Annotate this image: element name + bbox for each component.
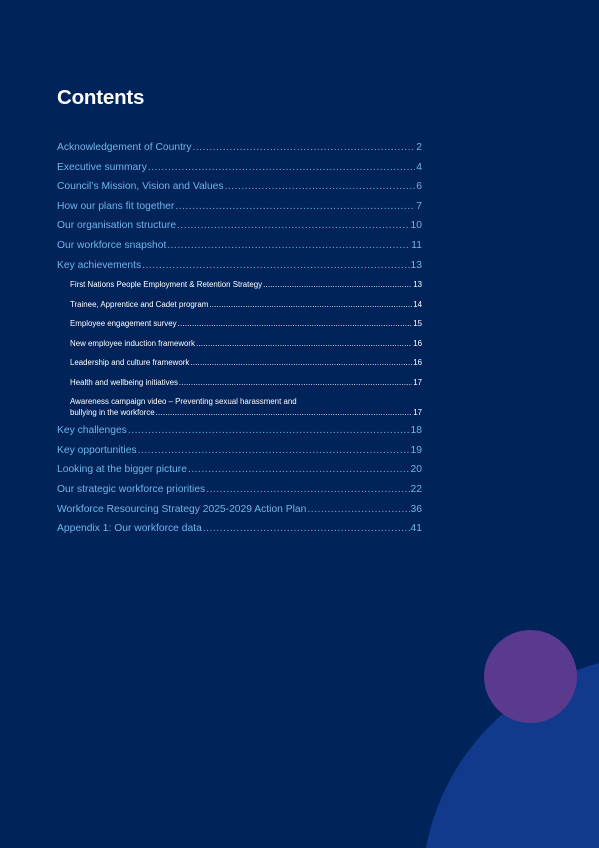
toc-entry-mission[interactable]	[57, 177, 422, 197]
toc-leader-dots	[142, 256, 409, 276]
toc-entry-key-achievements[interactable]	[57, 256, 422, 276]
toc-page-number: 10	[410, 220, 422, 232]
toc-subentry-engagement-survey[interactable]	[70, 314, 422, 334]
toc-page-number: 19	[410, 444, 422, 456]
toc-entry-label-line2: bullying in the workforce	[70, 407, 155, 417]
toc-entry-executive-summary[interactable]	[57, 158, 422, 178]
toc-leader-dots	[190, 353, 412, 373]
toc-entry-label-line1: Awareness campaign video – Preventing sexual harassment and	[70, 397, 297, 407]
toc-entry-label: Employee engagement survey	[70, 319, 177, 329]
toc-page-number: 13	[413, 280, 422, 290]
toc-entry-plans[interactable]	[57, 197, 422, 217]
toc-page-number: 17	[413, 377, 422, 387]
toc-entry-label: Council’s Mission, Vision and Values	[57, 181, 224, 193]
toc-leader-dots	[209, 295, 412, 315]
toc-entry-label: Key challenges	[57, 425, 127, 437]
toc-entry-workforce-snapshot[interactable]	[57, 236, 422, 256]
toc-entry-appendix[interactable]	[57, 519, 422, 539]
toc-leader-dots	[175, 197, 415, 217]
toc-leader-dots	[188, 460, 410, 480]
toc-entry-acknowledgement[interactable]	[57, 138, 422, 158]
toc-entry-key-opportunities[interactable]	[57, 441, 422, 461]
toc-leader-dots	[156, 408, 413, 419]
toc-page-number: 4	[416, 161, 422, 173]
toc-entry-org-structure[interactable]	[57, 216, 422, 236]
toc-entry-label: Health and wellbeing initiatives	[70, 377, 178, 387]
toc-entry-key-challenges[interactable]	[57, 421, 422, 441]
toc-leader-dots	[196, 334, 412, 354]
toc-leader-dots	[206, 480, 409, 500]
toc-subentry-trainee-program[interactable]	[70, 295, 422, 315]
decorative-circle-small	[484, 630, 577, 723]
toc-page-number: 18	[410, 425, 422, 437]
toc-page-number: 16	[413, 358, 422, 368]
toc-entry-label: Trainee, Apprentice and Cadet program	[70, 299, 209, 309]
toc-entry-label: Acknowledgement of Country	[57, 142, 192, 153]
toc-subentry-induction-framework[interactable]	[70, 334, 422, 354]
toc-leader-dots	[138, 441, 410, 461]
toc-page-number: 20	[410, 464, 422, 476]
toc-page-number: 15	[413, 319, 422, 329]
toc-entry-label: Our organisation structure	[57, 220, 177, 232]
toc-leader-dots	[225, 177, 416, 197]
toc-page-number: 6	[416, 181, 422, 193]
toc-page-number: 22	[410, 483, 422, 495]
toc-entry-label: Leadership and culture framework	[70, 358, 190, 368]
toc-leader-dots	[203, 519, 410, 539]
toc-page-number: 7	[416, 200, 422, 212]
toc-leader-dots	[307, 500, 409, 520]
toc-entry-label: Our workforce snapshot	[57, 239, 167, 251]
toc-leader-dots	[179, 373, 412, 393]
toc-entry-label: First Nations People Employment & Retention Strategy	[70, 280, 263, 290]
toc-subentry-leadership-framework[interactable]	[70, 353, 422, 373]
toc-entry-label: Our strategic workforce priorities	[57, 483, 206, 495]
toc-page-number: 17	[413, 407, 422, 417]
toc-entry-label: Executive summary	[57, 161, 147, 173]
toc-page-number: 36	[410, 503, 422, 515]
toc-entry-label: How our plans fit together	[57, 200, 175, 212]
toc-entry-bigger-picture[interactable]	[57, 460, 422, 480]
toc-entry-strategic-priorities[interactable]	[57, 480, 422, 500]
toc-entry-label: Appendix 1: Our workforce data	[57, 523, 202, 535]
toc-page-number: 14	[413, 299, 422, 309]
toc-page-number: 2	[416, 142, 422, 153]
toc-entry-label: Looking at the bigger picture	[57, 464, 187, 476]
toc-page-number: 11	[411, 239, 422, 251]
toc-subentry-awareness-video[interactable]	[70, 392, 422, 421]
page-title: Contents	[57, 86, 145, 109]
toc-entry-action-plan[interactable]	[57, 500, 422, 520]
toc-entry-label: Key opportunities	[57, 444, 137, 456]
toc-leader-dots	[167, 236, 410, 256]
toc-entry-label: Key achievements	[57, 259, 142, 271]
toc-subentry-first-nations[interactable]	[70, 275, 422, 295]
toc-page-number: 41	[410, 523, 422, 535]
toc-leader-dots	[148, 158, 415, 178]
toc-leader-dots	[128, 421, 410, 441]
toc-leader-dots	[193, 138, 416, 158]
toc-subentry-wellbeing[interactable]	[70, 373, 422, 393]
toc-leader-dots	[263, 275, 412, 295]
toc-leader-dots	[177, 216, 409, 236]
toc-entry-label: New employee induction framework	[70, 338, 195, 348]
toc-leader-dots	[178, 314, 413, 334]
toc-page-number: 16	[413, 338, 422, 348]
toc-page-number: 13	[410, 259, 422, 271]
toc-entry-label: Workforce Resourcing Strategy 2025-2029 Action Plan	[57, 503, 307, 515]
table-of-contents	[57, 138, 422, 539]
